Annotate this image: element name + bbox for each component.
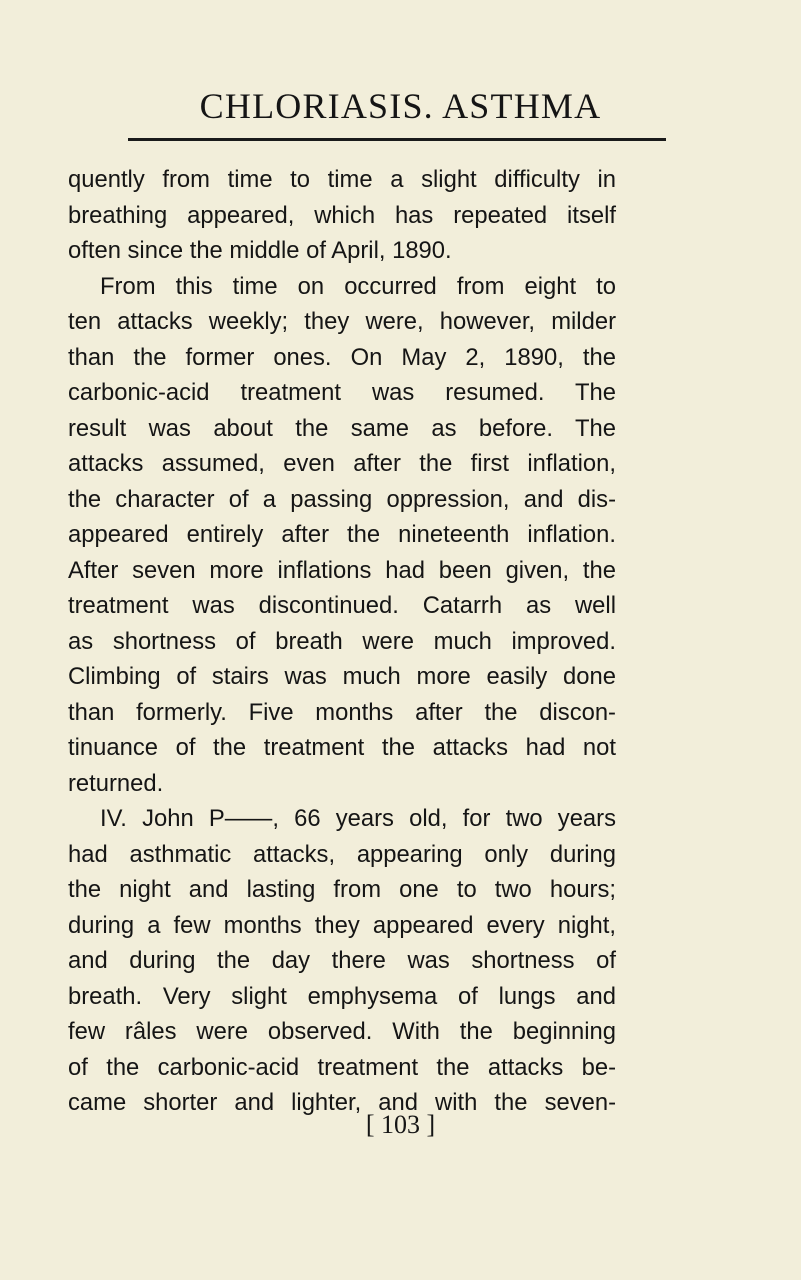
page-number: [ 103 ]: [365, 1110, 436, 1139]
text-line: and during the day there was shortness of: [68, 947, 616, 974]
text-line: breath. Very slight emphysema of lungs and: [68, 982, 616, 1010]
text-line: returned.: [68, 769, 164, 797]
text-line: came shorter and lighter, and with the seven-: [68, 1089, 616, 1116]
text-line: the character of a passing oppression, and dis-: [68, 485, 616, 513]
text-line: ten attacks weekly; they were, however, milder: [68, 308, 616, 335]
paragraph-start-line: From this time on occurred from eight to: [100, 272, 616, 300]
text-line: breathing appeared, which has repeated itself: [68, 201, 616, 229]
text-line: Climbing of stairs was much more easily done: [68, 663, 616, 690]
text-line: as shortness of breath were much improved.: [68, 627, 616, 655]
text-line: After seven more inflations had been given, the: [68, 556, 616, 584]
text-line: appeared entirely after the nineteenth inflation.: [68, 521, 616, 548]
text-line: of the carbonic-acid treatment the attacks be-: [68, 1053, 616, 1081]
text-line: tinuance of the treatment the attacks had not: [68, 734, 616, 761]
header-rule: [128, 138, 666, 141]
text-line: than the former ones. On May 2, 1890, the: [68, 343, 616, 371]
text-line: few râles were observed. With the beginning: [68, 1018, 616, 1045]
body-text: [68, 162, 616, 1121]
text-line: treatment was discontinued. Catarrh as well: [68, 592, 616, 619]
text-line: the night and lasting from one to two hours;: [68, 876, 616, 903]
text-line: during a few months they appeared every night,: [68, 911, 616, 939]
text-line: than formerly. Five months after the discon-: [68, 698, 616, 726]
text-line: quently from time to time a slight difficulty in: [68, 166, 616, 193]
text-line: result was about the same as before. The: [68, 414, 616, 442]
text-line: carbonic-acid treatment was resumed. The: [68, 379, 616, 406]
text-line: had asthmatic attacks, appearing only during: [68, 840, 616, 868]
paragraph-start-line: IV. John P——, 66 years old, for two years: [100, 805, 616, 832]
text-line: attacks assumed, even after the first inflation,: [68, 450, 616, 477]
running-header: CHLORIASIS. ASTHMA: [199, 86, 602, 126]
text-line: often since the middle of April, 1890.: [68, 237, 452, 264]
